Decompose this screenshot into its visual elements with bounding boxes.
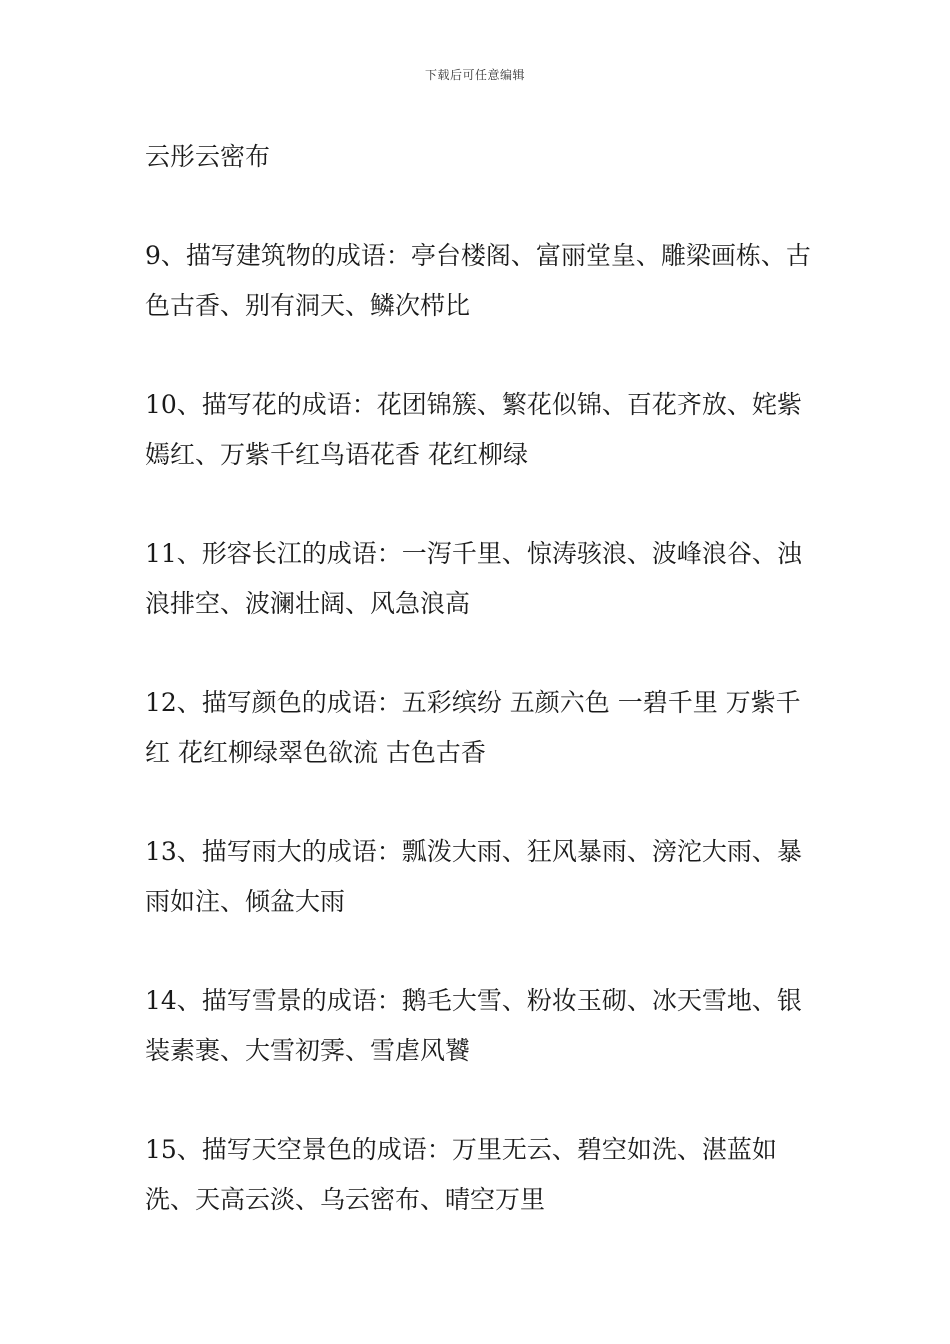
page-header: 下载后可任意编辑: [424, 68, 525, 82]
paragraph-item-11: 11、形容长江的成语：一泻千里、惊涛骇浪、波峰浪谷、浊浪排空、波澜壮阔、风急浪高: [145, 539, 802, 618]
document-body: [145, 132, 817, 1274]
paragraph-item-15: 15、描写天空景色的成语：万里无云、碧空如洗、湛蓝如洗、天高云淡、乌云密布、晴空万里: [145, 1135, 777, 1214]
paragraph-item-14: 14、描写雪景的成语：鹅毛大雪、粉妆玉砌、冰天雪地、银装素裹、大雪初霁、雪虐风饕: [145, 986, 802, 1065]
paragraph-item-12: 12、描写颜色的成语：五彩缤纷 五颜六色 一碧千里 万紫千红 花红柳绿翠色欲流 古色古香: [145, 688, 801, 767]
paragraph-continuation: 云彤云密布: [145, 142, 271, 171]
paragraph-item-10: 10、描写花的成语：花团锦簇、繁花似锦、百花齐放、姹紫嫣红、万紫千红鸟语花香 花红柳绿: [145, 390, 802, 469]
paragraph-item-13: 13、描写雨大的成语：瓢泼大雨、狂风暴雨、滂沱大雨、暴雨如注、倾盆大雨: [145, 837, 802, 916]
paragraph-item-9: 9、描写建筑物的成语：亭台楼阁、富丽堂皇、雕梁画栋、古色古香、别有洞天、鳞次栉比: [145, 241, 811, 320]
